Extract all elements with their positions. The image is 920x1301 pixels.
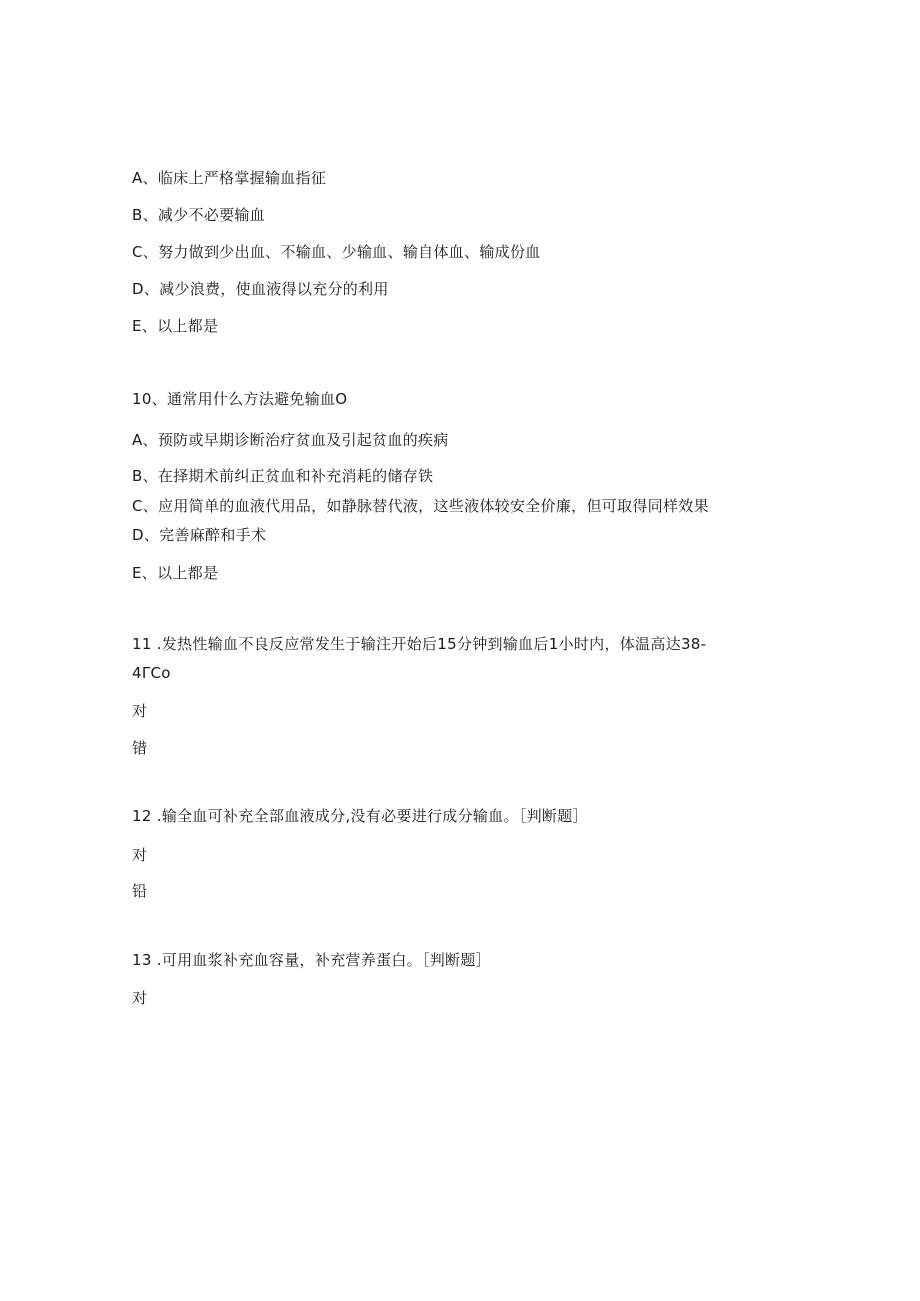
q10-option-c: C、应用简单的血液代用品，如静脉替代液，这些液体较安全价廉，但可取得同样效果 [132, 497, 709, 515]
q10-option-e: E、以上都是 [132, 564, 219, 582]
q9-option-b: B、减少不必要输血 [132, 206, 265, 224]
q9-option-d: D、减少浪费，使血液得以充分的利用 [132, 280, 389, 298]
q11-option-true: 对 [132, 702, 148, 720]
q11-question-line2: 4ΓCo [132, 664, 171, 682]
q13-question: 13 .可用血浆补充血容量，补充营养蛋白。［判断题］ [132, 951, 491, 969]
q11-question-line1: 11 .发热性输血不良反应常发生于输注开始后15分钟到输血后1小时内，体温高达38- [132, 635, 707, 653]
q12-option-true: 对 [132, 846, 148, 864]
q11-option-false: 错 [132, 739, 148, 757]
q10-option-d: D、完善麻醉和手术 [132, 526, 267, 544]
q9-option-c: C、努力做到少出血、不输血、少输血、输自体血、输成份血 [132, 243, 541, 261]
q9-option-e: E、以上都是 [132, 317, 219, 335]
q9-option-a: A、临床上严格掌握输血指征 [132, 169, 327, 187]
q10-option-a: A、预防或早期诊断治疗贫血及引起贫血的疾病 [132, 431, 449, 449]
q12-option-false: 铅 [132, 882, 148, 900]
q10-question: 10、通常用什么方法避免输血O [132, 390, 348, 408]
q12-question: 12 .输全血可补充全部血液成分,没有必要进行成分输血。［判断题］ [132, 807, 588, 825]
q13-option-true: 对 [132, 989, 148, 1007]
q10-option-b: B、在择期术前纠正贫血和补充消耗的储存铁 [132, 467, 434, 485]
